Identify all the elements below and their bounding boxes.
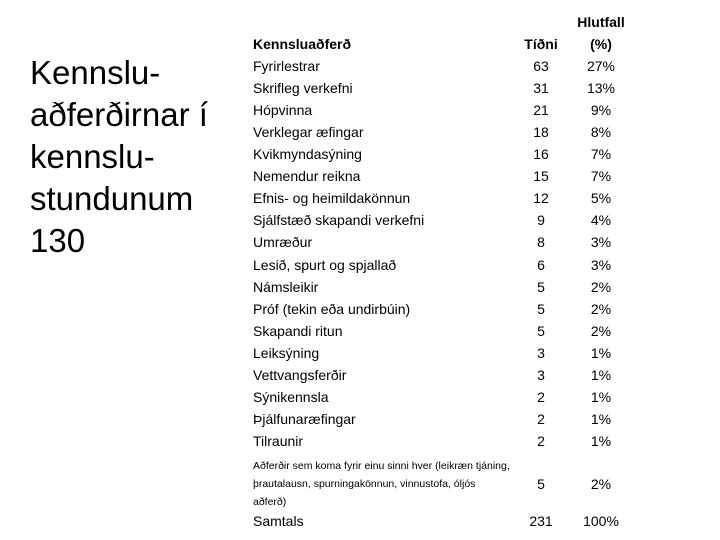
cell-freq: 2 (537, 433, 545, 450)
total-pct: 100% (583, 513, 619, 529)
table-row (253, 342, 653, 364)
cell-freq: 2 (537, 410, 545, 427)
table-row (253, 55, 653, 77)
table-row (253, 187, 653, 209)
total-method: Samtals (253, 513, 304, 529)
cell-method: Fyrirlestrar (253, 58, 320, 74)
cell-pct: 2% (590, 322, 612, 339)
cell-freq: 9 (537, 212, 545, 229)
cell-freq: 5 (537, 278, 545, 295)
table-row (253, 298, 653, 320)
cell-method: Tilraunir (253, 433, 304, 450)
cell-freq: 21 (533, 102, 549, 119)
cell-pct: 7% (590, 168, 612, 185)
cell-method: Verklegar æfingar (253, 124, 364, 141)
cell-method: Hópvinna (253, 102, 313, 119)
cell-method: Leiksýning (253, 344, 320, 361)
cell-freq: 31 (533, 80, 549, 97)
table-row (253, 254, 653, 276)
cell-method: Kvikmyndasýning (253, 146, 362, 163)
table-row (253, 143, 653, 165)
table-row (253, 408, 653, 430)
cell-method: Próf (tekin eða undirbúin) (253, 300, 411, 317)
table-row-other (253, 457, 653, 511)
cell-freq: 5 (537, 322, 545, 339)
cell-pct: 9% (590, 102, 612, 119)
cell-freq: 2 (537, 388, 545, 405)
cell-freq: 6 (537, 256, 545, 273)
other-pct: 2% (590, 476, 612, 492)
table-row (253, 121, 653, 143)
cell-pct: 8% (590, 124, 612, 141)
cell-pct: 2% (590, 300, 612, 317)
header-pct-line2: (%) (590, 36, 612, 52)
cell-method: Nemendur reikna (253, 168, 361, 185)
other-method: Aðferðir sem koma fyrir einu sinni hver (leikræn tjáning, þrautalausn, spurningakönnun, vinnustofa, óljós aðferð) (253, 460, 510, 508)
header-freq: Tíðni (524, 36, 558, 52)
table-row (253, 364, 653, 386)
table-row (253, 320, 653, 342)
cell-method: Skapandi ritun (253, 322, 343, 339)
header-row (253, 33, 653, 55)
title-line: kennslu- (30, 138, 155, 175)
cell-pct: 1% (590, 366, 612, 383)
table-row-total (253, 510, 653, 532)
table-row (253, 386, 653, 408)
table-row (253, 231, 653, 253)
title-line: Kennslu- (30, 54, 161, 91)
header-pct-line1: Hlutfall (577, 14, 625, 30)
header-row-top (253, 11, 653, 33)
cell-freq: 16 (533, 146, 549, 163)
cell-pct: 2% (590, 278, 612, 295)
cell-pct: 13% (586, 80, 616, 97)
title-line: 130 (30, 222, 86, 259)
table-row (253, 77, 653, 99)
title-line: stundunum (30, 180, 194, 217)
cell-pct: 1% (590, 410, 612, 427)
cell-freq: 12 (533, 190, 549, 207)
cell-method: Sjálfstæð skapandi verkefni (253, 212, 425, 229)
table-row (253, 99, 653, 121)
cell-pct: 1% (590, 388, 612, 405)
cell-method: Námsleikir (253, 278, 319, 295)
table-row (253, 209, 653, 231)
cell-pct: 4% (590, 212, 612, 229)
cell-freq: 5 (537, 300, 545, 317)
other-freq: 5 (537, 476, 545, 492)
cell-method: Þjálfunaræfingar (253, 410, 356, 427)
cell-pct: 27% (586, 58, 616, 74)
cell-pct: 3% (590, 234, 612, 251)
cell-method: Vettvangsferðir (253, 366, 347, 383)
cell-freq: 63 (533, 58, 549, 74)
cell-method: Sýnikennsla (253, 388, 329, 405)
cell-pct: 1% (590, 344, 612, 361)
cell-freq: 3 (537, 344, 545, 361)
cell-pct: 1% (590, 433, 612, 450)
cell-freq: 18 (533, 124, 549, 141)
cell-freq: 3 (537, 366, 545, 383)
cell-freq: 8 (537, 234, 545, 251)
cell-pct: 7% (590, 146, 612, 163)
table-row (253, 165, 653, 187)
table-row (253, 276, 653, 298)
title-line: aðferðirnar í (30, 96, 208, 133)
slide-title (30, 52, 230, 262)
cell-method: Skrifleg verkefni (253, 80, 353, 97)
cell-pct: 5% (590, 190, 612, 207)
header-method: Kennsluaðferð (253, 36, 352, 52)
cell-method: Efnis- og heimildakönnun (253, 190, 411, 207)
cell-freq: 15 (533, 168, 549, 185)
cell-method: Umræður (253, 234, 313, 251)
cell-pct: 3% (590, 256, 612, 273)
cell-method: Lesið, spurt og spjallað (253, 256, 397, 273)
total-freq: 231 (529, 513, 553, 529)
table-row (253, 430, 653, 452)
